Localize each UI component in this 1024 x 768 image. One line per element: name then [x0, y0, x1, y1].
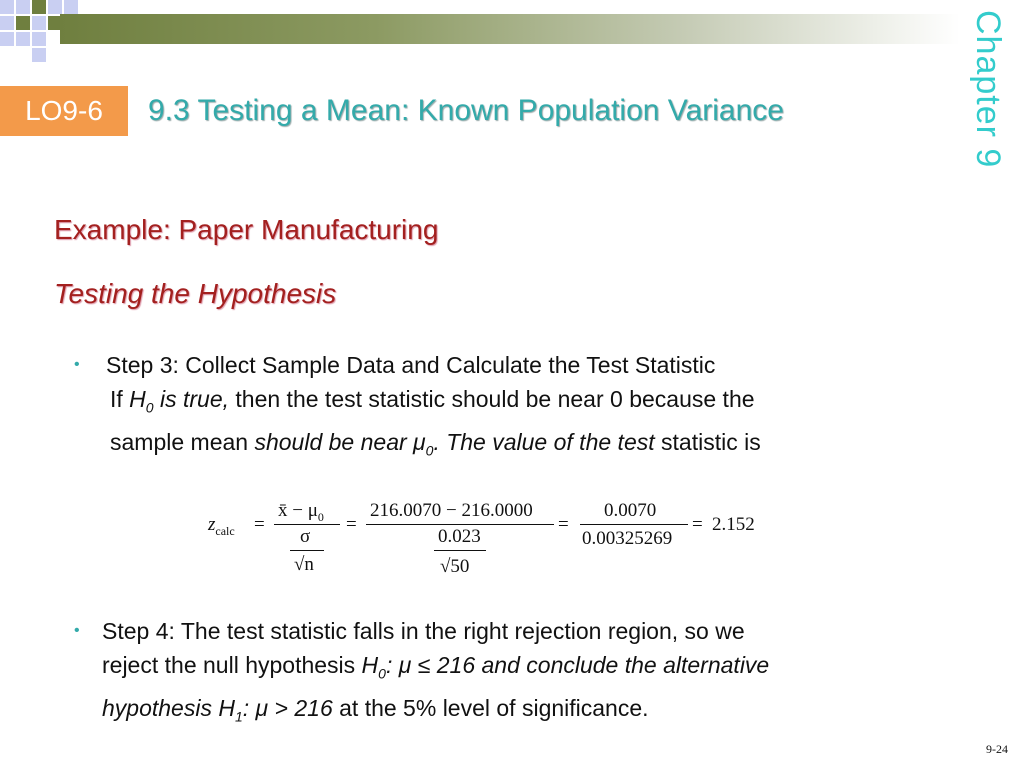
text-span: should be near $\mu_0$. The value of the test [254, 428, 655, 459]
formula-eq: = [558, 514, 569, 535]
formula-num3: 0.0070 [604, 500, 657, 521]
step3-line3 [106, 425, 946, 468]
step4-text [102, 614, 962, 733]
learning-objective-badge: LO9-6 [0, 86, 128, 136]
text-span: then the test statistic should be near 0 because the [229, 386, 755, 412]
decoration-square [48, 16, 62, 30]
formula-den3: 0.00325269 [582, 528, 673, 549]
formula-den1-bot: √n [294, 554, 314, 575]
chapter-label: Chapter 9 [969, 10, 1007, 169]
text-span: is true, [153, 386, 230, 412]
step3-line1: Step 3: Collect Sample Data and Calculate the Test Statistic [106, 352, 716, 378]
fraction-bar [434, 550, 486, 551]
formula-eq: = [254, 514, 265, 535]
step4-line2 [102, 648, 962, 691]
formula-den2-top: 0.023 [438, 526, 481, 547]
formula-eq: = [346, 514, 357, 535]
formula-eq: = [692, 514, 703, 535]
fraction-bar [366, 524, 554, 525]
formula-num1: x̄ − $\mu_0$ [278, 500, 324, 524]
formula-lhs: $z_{calc}$ [208, 514, 235, 538]
decoration-square [32, 16, 46, 30]
fraction-bar [274, 524, 340, 525]
step4-line3 [102, 691, 962, 734]
text-span: If [110, 386, 130, 412]
page-title: 9.3 Testing a Mean: Known Population Variance [148, 94, 784, 127]
example-title: Example: Paper Manufacturing [54, 214, 439, 245]
text-span: hypothesis $H_1$: μ > 216 [102, 694, 333, 725]
formula-den2-bot: √50 [440, 556, 470, 577]
page-number: 9-24 [986, 742, 1008, 756]
text-span: statistic is [654, 428, 761, 455]
decoration-square [0, 0, 14, 14]
fraction-bar [290, 550, 324, 551]
step4-line1: Step 4: The test statistic falls in the right rejection region, so we [102, 618, 745, 644]
decoration-square [64, 0, 78, 14]
h0-symbol: $H_0$ [129, 386, 154, 416]
test-statistic-formula [208, 500, 768, 586]
decoration-square [32, 32, 46, 46]
text-span: sample mean [110, 428, 255, 455]
fraction-bar [580, 524, 688, 525]
formula-den1-top: σ [300, 526, 311, 547]
example-subtitle: Testing the Hypothesis [54, 278, 337, 309]
step3-line2 [106, 382, 946, 425]
decoration-square [32, 48, 46, 62]
decoration-square [16, 0, 30, 14]
bullet-step4: • [74, 622, 80, 639]
decoration-square [16, 16, 30, 30]
text-span: $H_0$: μ ≤ 216 and conclude the alternative [361, 652, 770, 682]
step3-text [106, 348, 946, 467]
header-decoration-bar [60, 14, 960, 44]
decoration-square [48, 0, 62, 14]
decoration-square [0, 16, 14, 30]
formula-num2: 216.0070 − 216.0000 [370, 500, 533, 521]
text-span: at the 5% level of significance. [332, 694, 649, 721]
decoration-square [0, 32, 14, 46]
decoration-square [32, 0, 46, 14]
text-span: reject the null hypothesis [102, 652, 362, 678]
bullet-step3: • [74, 356, 80, 373]
decoration-square [16, 32, 30, 46]
formula-result: 2.152 [712, 514, 755, 535]
